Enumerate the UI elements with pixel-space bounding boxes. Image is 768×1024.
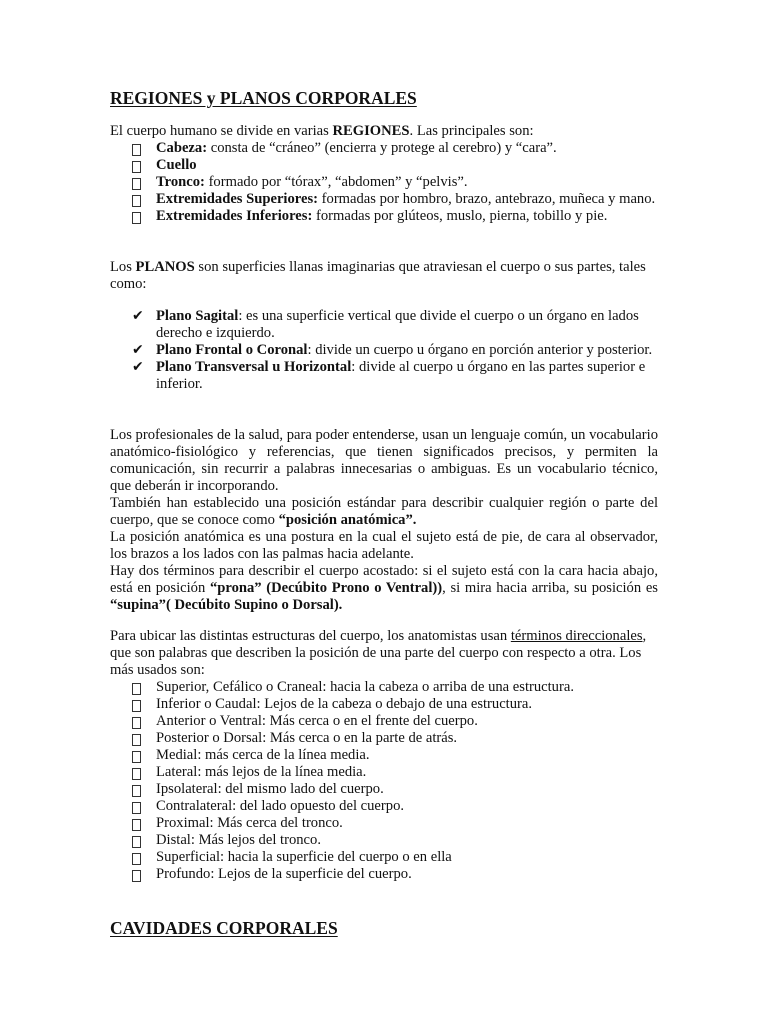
square-bullet-icon — [132, 751, 141, 763]
list-item: Tronco: formado por “tórax”, “abdomen” y “pelvis”. — [110, 174, 658, 191]
square-bullet-icon — [132, 195, 141, 207]
list-item: Contralateral: del lado opuesto del cuerpo. — [110, 798, 658, 815]
square-bullet-icon — [132, 144, 141, 156]
list-item: Cuello — [110, 157, 658, 174]
list-item: Superior, Cefálico o Craneal: hacia la cabeza o arriba de una estructura. — [110, 679, 658, 696]
square-bullet-icon — [132, 836, 141, 848]
list-item: ✔ Plano Sagital: es una superficie vertical que divide el cuerpo o un órgano en lados derecho e izquierdo. — [132, 308, 639, 341]
paragraph-posicion-estandar: También han establecido una posición estándar para describir cualquier región o parte del cuerpo, que se conoce como “posición anatómica”. — [110, 495, 658, 528]
check-icon: ✔ — [132, 342, 144, 358]
directions-section — [110, 628, 658, 883]
check-icon: ✔ — [132, 359, 144, 375]
regions-intro: El cuerpo humano se divide en varias REGIONES. Las principales son: — [110, 123, 534, 139]
square-bullet-icon — [132, 734, 141, 746]
square-bullet-icon — [132, 853, 141, 865]
list-item: Profundo: Lejos de la superficie del cuerpo. — [110, 866, 658, 883]
list-item: ✔ Plano Transversal u Horizontal: divide al cuerpo u órgano en las partes superior e inferior. — [132, 359, 646, 392]
paragraph-lenguaje: Los profesionales de la salud, para poder entenderse, usan un lenguaje común, un vocabulario anatómico-fisiológico y referencias, que tienen significados precisos, y permiten la comunicación, sin recurrir a palabras innecesarias o ambiguas. Es un vocabulario técnico, que deberán ir incorporando. — [110, 427, 658, 494]
square-bullet-icon — [132, 161, 141, 173]
paragraph-decubito: Hay dos términos para describir el cuerpo acostado: si el sujeto está con la cara hacia abajo, está en posición “prona” (Decúbito Prono o Ventral)), si mira hacia arriba, su posición es “supina”( Decúbito Supino o Dorsal). — [110, 563, 658, 613]
square-bullet-icon — [132, 785, 141, 797]
square-bullet-icon — [132, 717, 141, 729]
list-item: Ipsolateral: del mismo lado del cuerpo. — [110, 781, 658, 798]
planos-intro: Los PLANOS son superficies llanas imaginarias que atraviesan el cuerpo o sus partes, tales como: — [110, 259, 646, 292]
list-item: Lateral: más lejos de la línea media. — [110, 764, 658, 781]
list-item: Cabeza: consta de “cráneo” (encierra y protege al cerebro) y “cara”. — [110, 140, 658, 157]
list-item: ✔ Plano Frontal o Coronal: divide un cuerpo u órgano en porción anterior y posterior. — [132, 342, 653, 358]
planes-list — [110, 308, 658, 393]
directions-list — [110, 679, 658, 883]
square-bullet-icon — [132, 683, 141, 695]
list-item: Inferior o Caudal: Lejos de la cabeza o debajo de una estructura. — [110, 696, 658, 713]
square-bullet-icon — [132, 212, 141, 224]
square-bullet-icon — [132, 178, 141, 190]
square-bullet-icon — [132, 768, 141, 780]
list-item: Superficial: hacia la superficie del cuerpo o en ella — [110, 849, 658, 866]
list-item: Medial: más cerca de la línea media. — [110, 747, 658, 764]
list-item: Proximal: Más cerca del tronco. — [110, 815, 658, 832]
list-item: Distal: Más lejos del tronco. — [110, 832, 658, 849]
heading-cavidades: CAVIDADES CORPORALES — [110, 918, 338, 938]
body-paragraphs — [110, 427, 658, 614]
directions-intro: Para ubicar las distintas estructuras del cuerpo, los anatomistas usan términos direccionales, que son palabras que describen la posición de una parte del cuerpo con respecto a otra. Los más usados son: — [110, 628, 647, 678]
paragraph-posicion-anatomica: La posición anatómica es una postura en la cual el sujeto está de pie, de cara al observador, los brazos a los lados con las palmas hacia adelante. — [110, 529, 658, 562]
check-icon: ✔ — [132, 308, 144, 324]
list-item: Extremidades Inferiores: formadas por glúteos, muslo, pierna, tobillo y pie. — [110, 208, 658, 225]
list-item: Anterior o Ventral: Más cerca o en el frente del cuerpo. — [110, 713, 658, 730]
regions-list — [110, 140, 658, 225]
square-bullet-icon — [132, 870, 141, 882]
square-bullet-icon — [132, 802, 141, 814]
list-item: Posterior o Dorsal: Más cerca o en la parte de atrás. — [110, 730, 658, 747]
regions-section — [110, 123, 658, 225]
heading-regiones-planos: REGIONES y PLANOS CORPORALES — [110, 88, 417, 108]
square-bullet-icon — [132, 819, 141, 831]
square-bullet-icon — [132, 700, 141, 712]
terminos-direccionales-underlined: términos direccionales — [510, 628, 643, 644]
list-item: Extremidades Superiores: formadas por hombro, brazo, antebrazo, muñeca y mano. — [110, 191, 658, 208]
